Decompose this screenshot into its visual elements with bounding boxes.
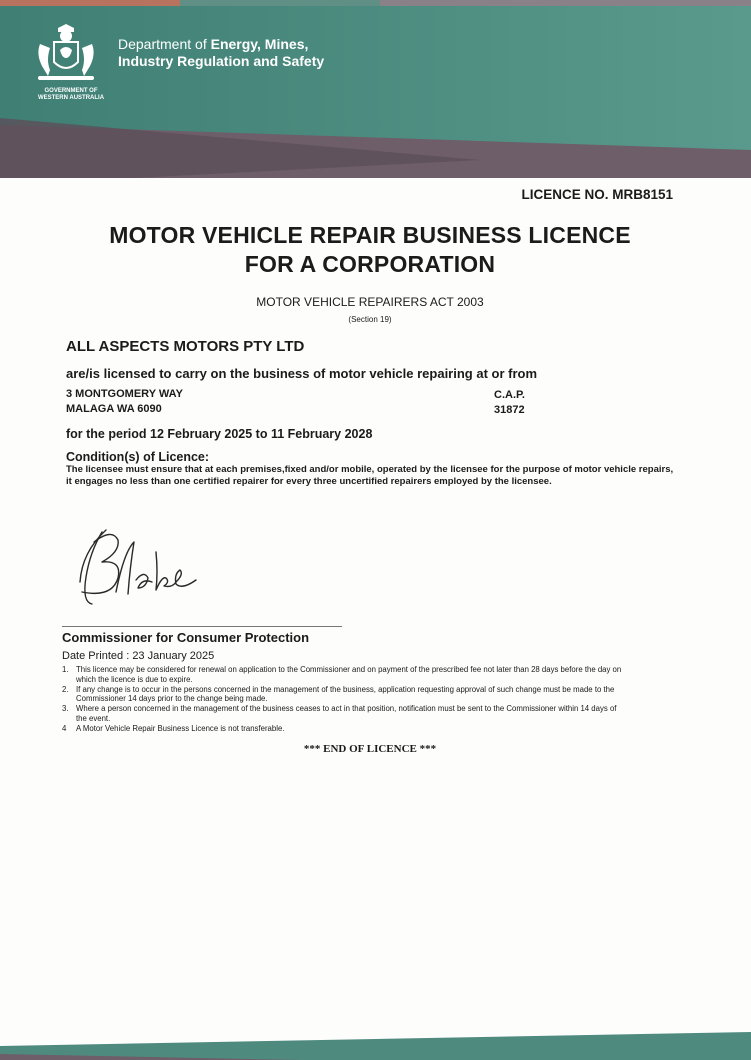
note-number: 2.	[62, 684, 69, 694]
signature-line	[62, 626, 342, 627]
gov-line1: GOVERNMENT OF	[44, 88, 98, 94]
department-title	[118, 36, 324, 70]
address-line1: 3 MONTGOMERY WAY	[66, 388, 183, 400]
cap-label: C.A.P.	[494, 389, 525, 401]
notes-list	[62, 665, 622, 734]
title-line2: FOR A CORPORATION	[244, 251, 496, 277]
end-of-licence: *** END OF LICENCE ***	[303, 743, 437, 755]
note-number: 4	[62, 724, 67, 734]
licence-number: LICENCE NO. MRB8151	[521, 187, 673, 202]
note-item	[62, 685, 622, 704]
note-text: If any change is to occur in the persons concerned in the management of the business, application requesting approval of such change must be made to the Commissioner 14 days prior to the change being made.	[76, 684, 615, 704]
company-name: ALL ASPECTS MOTORS PTY LTD	[66, 338, 305, 355]
government-label	[24, 88, 118, 102]
footer-band	[0, 1020, 751, 1060]
signature	[72, 522, 212, 612]
period-label: for the period	[66, 427, 147, 441]
gov-line2: WESTERN AUSTRALIA	[37, 95, 105, 101]
section-ref: (Section 19)	[348, 315, 392, 324]
licence-period	[66, 427, 372, 441]
dept-line2: Industry Regulation and Safety	[118, 53, 325, 69]
period-value: 12 February 2025 to 11 February 2028	[150, 427, 373, 441]
conditions-text: The licensee must ensure that at each premises,fixed and/or mobile, operated by the licensee for the purpose of motor vehicle repairs, it engages no less than one certified repairer for every three uncertified repairers employed by the licensee.	[66, 464, 674, 487]
note-text: This licence may be considered for renewal on application to the Commissioner and on payment of the prescribed fee not later than 28 days before the day on which the licence is due to expire.	[76, 665, 622, 684]
cap-number: 31872	[494, 404, 525, 416]
note-item	[62, 724, 622, 734]
act-name: MOTOR VEHICLE REPAIRERS ACT 2003	[256, 295, 484, 309]
note-item	[62, 704, 622, 723]
licensed-statement: are/is licensed to carry on the business of motor vehicle repairing at or from	[66, 366, 538, 381]
commissioner-title: Commissioner for Consumer Protection	[62, 630, 310, 645]
coat-of-arms-icon	[30, 24, 102, 86]
date-printed: Date Printed : 23 January 2025	[62, 650, 215, 662]
note-text: Where a person concerned in the management of the business ceases to act in that position, notification must be sent to the Commissioner within 14 days of the event.	[76, 704, 617, 723]
address-line2: MALAGA WA 6090	[66, 403, 162, 415]
note-text: A Motor Vehicle Repair Business Licence is not transferable.	[76, 724, 285, 734]
note-number: 3.	[62, 704, 69, 714]
dept-bold: Energy, Mines,	[210, 36, 309, 52]
conditions-heading: Condition(s) of Licence:	[66, 450, 210, 464]
dept-prefix: Department of	[118, 36, 211, 52]
note-number: 1.	[62, 665, 69, 674]
note-item	[62, 665, 622, 684]
title-line1: MOTOR VEHICLE REPAIR BUSINESS LICENCE	[109, 222, 631, 248]
